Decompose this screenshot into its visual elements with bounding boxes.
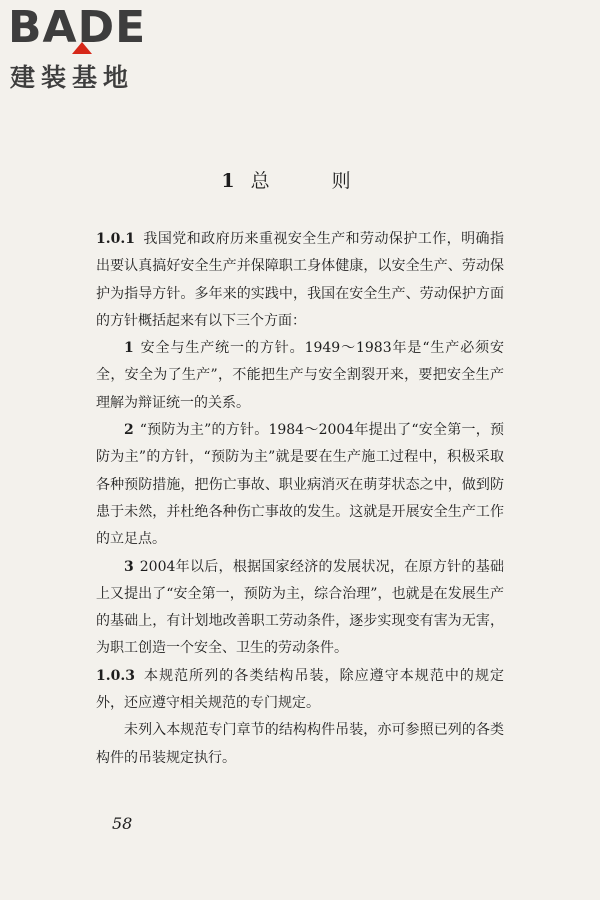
clause-number: 1.0.1	[96, 231, 135, 247]
clause-text: 本规范所列的各类结构吊装，除应遵守本规范中的规定外，还应遵守相关规范的专门规定。	[96, 667, 504, 712]
document-body	[96, 226, 504, 772]
brand-logo	[8, 2, 178, 92]
list-item	[96, 554, 504, 663]
logo-subtitle: 建装基地	[10, 63, 135, 92]
item-text: “预防为主”的方针。1984～2004年提出了“安全第一，预防为主”的方针，“预防为主”就是要在生产施工过程中，积极采取各种预防措施，把伤亡事故、职业病消灭在萌芽状态之中，做到防患于未然，并杜绝各种伤亡事故的发生。这就是开展安全生产工作的立足点。	[96, 422, 504, 548]
chapter-title	[0, 166, 600, 193]
item-text: 2004年以后，根据国家经济的发展状况，在原方针的基础上又提出了“安全第一，预防为主，综合治理”，也就是在发展生产的基础上，有计划地改善职工劳动条件，逐步实现变有害为无害，为职工创造一个安全、卫生的劳动条件。	[96, 558, 504, 657]
clause-text: 我国党和政府历来重视安全生产和劳动保护工作，明确指出要认真搞好安全生产并保障职工身体健康，以安全生产、劳动保护为指导方针。多年来的实践中，我国在安全生产、劳动保护方面的方针概括起来有以下三个方面：	[96, 231, 504, 329]
chapter-number: 1	[221, 170, 239, 192]
clause-paragraph	[96, 663, 504, 718]
list-item	[96, 335, 504, 417]
clause-number: 1.0.3	[96, 667, 135, 684]
body-paragraph: 未列入本规范专门章节的结构构件吊装，亦可参照已列的各类构件的吊装规定执行。	[96, 722, 504, 766]
item-number: 3	[124, 558, 134, 575]
chapter-name: 总 则	[250, 170, 379, 192]
page-number: 58	[112, 814, 133, 833]
logo-wordmark: BADE	[8, 2, 147, 53]
item-text: 安全与生产统一的方针。1949～1983年是“生产必须安全，安全为了生产”，不能把生产与安全割裂开来，要把安全生产理解为辩证统一的关系。	[96, 340, 504, 411]
list-item	[96, 417, 504, 553]
clause-paragraph	[96, 226, 504, 335]
item-number: 1	[124, 340, 134, 357]
logo-accent-triangle-icon	[72, 42, 92, 54]
item-number: 2	[124, 422, 134, 439]
